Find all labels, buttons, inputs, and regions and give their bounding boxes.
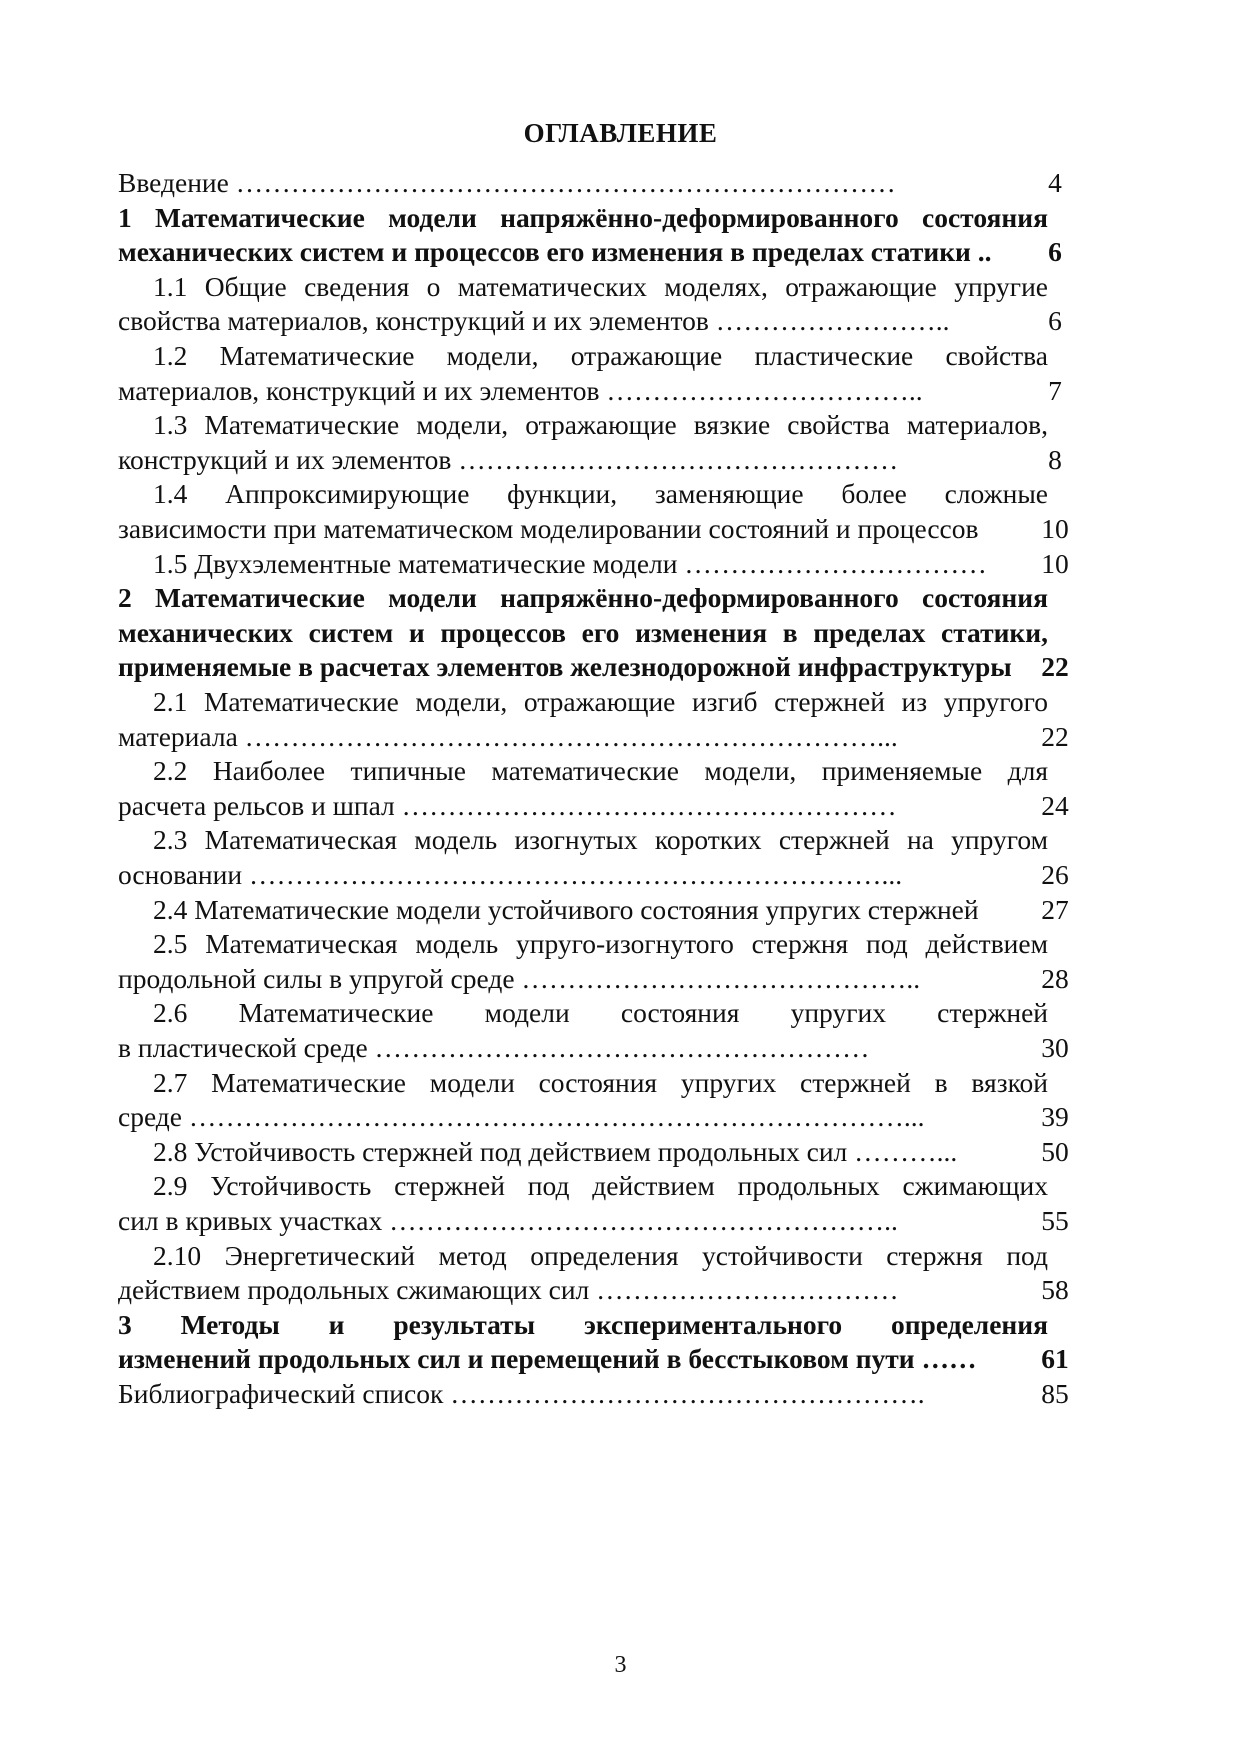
toc-page-number: 6	[1048, 305, 1062, 337]
toc-page-number: 10	[1041, 513, 1069, 544]
toc-entry-text: 1.5 Двухэлементные математические модели ……………………………	[153, 547, 987, 579]
toc-entry-text: механических систем и процессов его изменения в пределах статики,	[118, 616, 1048, 648]
toc-page-number: 6	[1048, 236, 1062, 268]
toc-entry-text: применяемые в расчетах элементов железнодорожной инфраструктуры	[118, 651, 1012, 683]
toc-entry-text: 1 Математические модели напряжённо-деформированного состояния	[118, 201, 1048, 233]
toc-page-number: 26	[1041, 859, 1069, 890]
toc-entry-text: конструкций и их элементов …………………………………………	[118, 443, 899, 475]
toc-entry-text: среде ……………………………………………………………………...	[118, 1101, 925, 1133]
toc-title: ОГЛАВЛЕНИЕ	[523, 118, 718, 148]
toc-page-number: 39	[1041, 1101, 1069, 1133]
toc-entry-text: изменений продольных сил и перемещений в бесстыковом пути ……	[118, 1343, 977, 1375]
toc-entry-text: механических систем и процессов его изменения в пределах статики ..	[118, 236, 992, 268]
toc-entry-text: Введение ………………………………………………………………	[118, 167, 896, 198]
toc-page-number: 58	[1041, 1274, 1069, 1306]
toc-page-number: 50	[1041, 1135, 1069, 1167]
toc-entry-text: 2.2 Наиболее типичные математические модели, применяемые для	[153, 755, 1048, 787]
toc-entry-text: 1.2 Математические модели, отражающие пластические свойства	[153, 340, 1048, 371]
toc-entry-text: действием продольных сжимающих сил ……………………………	[118, 1274, 899, 1306]
toc-entry-text: 2.5 Математическая модель упруго-изогнутого стержня под действием	[153, 928, 1048, 960]
toc-entry-text: 1.3 Математические модели, отражающие вязкие свойства материалов,	[153, 409, 1048, 441]
toc-entry-text: в пластической среде ………………………………………………	[118, 1032, 870, 1063]
toc-page-number: 22	[1041, 720, 1069, 752]
toc-entry-text: продольной силы в упругой среде ……………………………………..	[118, 962, 921, 994]
toc-entry-text: 2.4 Математические модели устойчивого состояния упругих стержней	[153, 893, 979, 925]
toc-entry-text: 2 Математические модели напряжённо-деформированного состояния	[118, 582, 1048, 614]
toc-entry-text: Библиографический список …………………………………………….	[118, 1378, 925, 1409]
toc-entry-text: 3 Методы и результаты экспериментального определения	[118, 1308, 1048, 1340]
toc-entry-text: 2.10 Энергетический метод определения устойчивости стержня под	[153, 1239, 1048, 1271]
toc-entry-text: зависимости при математическом моделировании состояний и процессов	[118, 513, 979, 544]
toc-entry-text: 2.1 Математические модели, отражающие изгиб стержней из упругого	[153, 686, 1048, 717]
toc-entry-text: свойства материалов, конструкций и их элементов ……………………..	[118, 305, 950, 337]
toc-entry-text: 2.7 Математические модели состояния упругих стержней в вязкой	[153, 1066, 1048, 1098]
page-number: 3	[614, 1652, 627, 1678]
toc-page-number: 8	[1048, 443, 1062, 475]
toc-page-number: 4	[1048, 167, 1062, 198]
toc-page-number: 10	[1041, 547, 1069, 579]
toc-page-number: 7	[1048, 374, 1062, 406]
toc-entry-text: основании ……………………………………………………………...	[118, 859, 903, 890]
toc-page-number: 61	[1041, 1343, 1069, 1375]
toc-entry-text: материалов, конструкций и их элементов ……………………………..	[118, 374, 923, 406]
toc-page-number: 22	[1041, 651, 1069, 683]
toc-page-number: 24	[1041, 789, 1069, 821]
toc-entry-text: 2.8 Устойчивость стержней под действием продольных сил ………...	[153, 1135, 958, 1167]
toc-entry-text: 2.3 Математическая модель изогнутых коротких стержней на упругом	[153, 824, 1048, 856]
toc-entry-text: 2.9 Устойчивость стержней под действием продольных сжимающих	[153, 1170, 1048, 1202]
toc-entry-text: материала ……………………………………………………………...	[118, 720, 898, 752]
toc-page-number: 55	[1041, 1205, 1069, 1236]
toc-entry-text: расчета рельсов и шпал ………………………………………………	[118, 789, 897, 821]
toc-page-number: 27	[1041, 893, 1069, 925]
toc-page-number: 30	[1041, 1032, 1069, 1063]
toc-entry-text: сил в кривых участках ………………………………………………..	[118, 1205, 898, 1236]
toc-entry-text: 1.4 Аппроксимирующие функции, заменяющие более сложные	[153, 478, 1048, 510]
toc-entry-text: 2.6 Математические модели состояния упругих стержней	[153, 997, 1048, 1029]
toc-page-number: 28	[1041, 962, 1069, 994]
toc-page-number: 85	[1041, 1378, 1069, 1409]
toc-entry-text: 1.1 Общие сведения о математических моделях, отражающие упругие	[153, 270, 1048, 302]
